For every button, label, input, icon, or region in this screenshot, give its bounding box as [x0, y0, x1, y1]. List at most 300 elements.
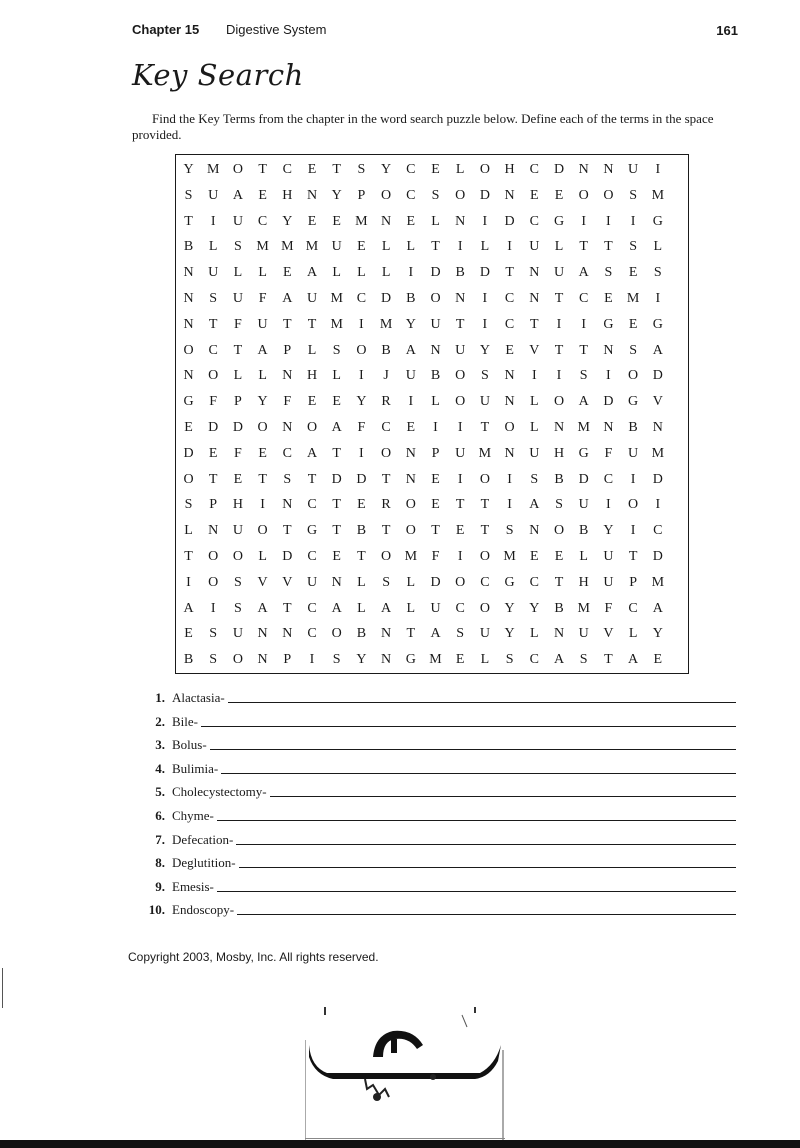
puzzle-letter: S	[209, 291, 218, 306]
definition-answer-line[interactable]	[270, 796, 736, 797]
puzzle-letter: N	[603, 342, 614, 358]
puzzle-letter: P	[233, 394, 242, 410]
puzzle-letter: U	[455, 342, 466, 358]
copyright-notice: Copyright 2003, Mosby, Inc. All rights reserved.	[128, 950, 379, 964]
puzzle-letter: T	[480, 497, 490, 513]
puzzle-letter: N	[183, 291, 194, 306]
puzzle-letter: M	[577, 420, 590, 435]
puzzle-letter: I	[457, 420, 463, 435]
puzzle-letter: B	[628, 420, 638, 435]
puzzle-letter: S	[505, 523, 514, 539]
puzzle-letter: T	[283, 316, 292, 332]
puzzle-letter: L	[406, 574, 416, 590]
puzzle-letter: O	[381, 187, 392, 203]
definition-answer-line[interactable]	[221, 773, 736, 774]
puzzle-letter: P	[431, 445, 440, 461]
puzzle-letter: N	[504, 368, 515, 384]
puzzle-letter: T	[307, 316, 317, 332]
puzzle-letter: N	[331, 574, 342, 590]
puzzle-letter: L	[480, 239, 490, 255]
puzzle-letter: L	[554, 239, 564, 255]
puzzle-letter: C	[455, 600, 465, 616]
puzzle-letter: S	[456, 626, 465, 642]
puzzle-row	[176, 183, 688, 209]
puzzle-letter: I	[186, 574, 191, 590]
puzzle-letter: N	[257, 626, 268, 642]
puzzle-letter: O	[455, 368, 466, 384]
puzzle-letter: Y	[405, 316, 416, 332]
puzzle-letter: V	[603, 626, 614, 642]
puzzle-letter: F	[604, 445, 613, 461]
puzzle-letter: L	[381, 239, 391, 255]
puzzle-letter: I	[655, 497, 661, 513]
puzzle-letter: N	[282, 497, 293, 513]
scan-artifact-graphic	[305, 1005, 505, 1148]
puzzle-letter: S	[233, 239, 242, 255]
puzzle-letter: N	[381, 652, 392, 668]
puzzle-letter: M	[330, 316, 343, 332]
puzzle-letter: J	[383, 368, 389, 384]
term-row	[140, 848, 736, 871]
scan-bottom-edge	[0, 1140, 800, 1148]
puzzle-letter: I	[433, 420, 438, 435]
puzzle-letter: C	[307, 497, 317, 513]
puzzle-letter: N	[553, 420, 565, 435]
definition-answer-line[interactable]	[217, 820, 736, 821]
puzzle-letter: L	[307, 342, 317, 358]
puzzle-letter: D	[479, 265, 490, 281]
puzzle-letter: M	[626, 291, 640, 306]
puzzle-letter: E	[184, 626, 193, 642]
puzzle-letter: G	[183, 394, 194, 410]
puzzle-letter: L	[258, 368, 267, 384]
puzzle-letter: F	[283, 394, 292, 410]
term-label: Chyme-	[172, 808, 214, 823]
puzzle-letter: F	[604, 600, 613, 616]
puzzle-letter: I	[556, 368, 562, 384]
puzzle-letter: G	[603, 316, 614, 332]
puzzle-letter: B	[579, 523, 589, 539]
puzzle-letter: N	[257, 652, 268, 668]
puzzle-letter: N	[504, 394, 515, 410]
puzzle-letter: L	[233, 265, 243, 281]
puzzle-letter: L	[480, 652, 490, 668]
puzzle-letter: C	[282, 162, 292, 177]
puzzle-letter: D	[479, 187, 490, 203]
puzzle-letter: B	[356, 626, 367, 642]
term-label: Cholecystectomy-	[172, 784, 267, 800]
puzzle-letter: C	[504, 316, 515, 332]
puzzle-letter: O	[208, 574, 219, 590]
puzzle-letter: T	[332, 523, 341, 539]
puzzle-letter: O	[430, 291, 441, 306]
puzzle-letter: I	[606, 497, 611, 513]
puzzle-letter: M	[651, 574, 665, 590]
term-row	[140, 754, 736, 777]
puzzle-letter: F	[233, 316, 242, 332]
puzzle-letter: N	[405, 471, 416, 487]
puzzle-letter: V	[257, 574, 268, 590]
puzzle-letter: E	[332, 549, 341, 564]
puzzle-letter: E	[455, 652, 465, 668]
puzzle-letter: L	[258, 265, 267, 281]
puzzle-letter: Y	[381, 162, 392, 177]
puzzle-letter: B	[183, 239, 194, 255]
puzzle-letter: S	[629, 342, 637, 358]
puzzle-letter: B	[406, 291, 416, 306]
puzzle-letter: S	[579, 368, 588, 384]
puzzle-letter: E	[307, 162, 317, 177]
puzzle-letter: O	[479, 162, 490, 177]
puzzle-letter: S	[233, 600, 242, 616]
puzzle-letter: L	[406, 239, 416, 255]
puzzle-letter: S	[530, 471, 539, 487]
puzzle-letter: M	[206, 162, 220, 177]
puzzle-letter: M	[355, 213, 368, 229]
puzzle-letter: U	[430, 316, 441, 332]
puzzle-letter: N	[183, 265, 194, 281]
puzzle-letter: T	[554, 342, 564, 358]
puzzle-letter: N	[282, 626, 293, 642]
puzzle-letter: M	[256, 239, 269, 255]
puzzle-letter: V	[652, 394, 663, 410]
puzzle-letter: O	[479, 600, 490, 616]
puzzle-letter: G	[405, 652, 416, 668]
puzzle-letter: E	[307, 213, 317, 229]
puzzle-row	[176, 544, 688, 570]
puzzle-letter: I	[581, 213, 587, 229]
puzzle-letter: O	[628, 497, 639, 513]
puzzle-row	[176, 363, 688, 389]
definition-answer-line[interactable]	[239, 867, 736, 868]
puzzle-row	[176, 467, 688, 493]
puzzle-letter: A	[331, 600, 342, 616]
definition-answer-line[interactable]	[201, 726, 736, 727]
puzzle-letter: N	[603, 420, 614, 435]
puzzle-letter: O	[455, 394, 466, 410]
puzzle-letter: T	[455, 497, 465, 513]
puzzle-letter: N	[529, 523, 540, 539]
puzzle-letter: I	[556, 316, 562, 332]
puzzle-letter: O	[232, 549, 243, 564]
puzzle-letter: M	[503, 549, 516, 564]
puzzle-letter: H	[553, 445, 565, 461]
puzzle-letter: U	[257, 316, 268, 332]
puzzle-letter: S	[629, 239, 637, 255]
term-label: Emesis-	[172, 878, 214, 894]
puzzle-letter: O	[208, 368, 219, 384]
puzzle-letter: T	[184, 549, 193, 564]
puzzle-letter: S	[209, 652, 218, 668]
puzzle-letter: N	[652, 420, 663, 435]
puzzle-letter: D	[331, 471, 342, 487]
puzzle-letter: T	[505, 265, 514, 281]
puzzle-letter: B	[430, 368, 441, 384]
puzzle-letter: O	[628, 368, 639, 384]
instructions: Find the Key Terms from the chapter in the word search puzzle below. Define each of the terms in the space provided.	[132, 111, 714, 142]
puzzle-letter: L	[233, 368, 243, 384]
puzzle-letter: T	[431, 523, 440, 539]
term-number: 8.	[155, 855, 165, 871]
puzzle-letter: Y	[183, 162, 194, 177]
puzzle-letter: D	[603, 394, 614, 410]
puzzle-letter: A	[381, 600, 392, 616]
puzzle-letter: U	[628, 162, 639, 177]
puzzle-letter: F	[431, 549, 440, 564]
puzzle-letter: D	[430, 265, 441, 281]
puzzle-letter: N	[183, 368, 194, 384]
puzzle-letter: C	[529, 213, 539, 229]
puzzle-letter: M	[651, 187, 665, 203]
puzzle-letter: O	[455, 187, 466, 203]
puzzle-letter: T	[332, 162, 341, 177]
puzzle-letter: A	[257, 342, 268, 358]
puzzle-letter: I	[630, 523, 636, 539]
puzzle-letter: Y	[356, 394, 367, 410]
puzzle-letter: U	[479, 394, 490, 410]
puzzle-letter: T	[530, 316, 539, 332]
puzzle-letter: C	[381, 420, 391, 435]
puzzle-letter: S	[332, 342, 341, 358]
puzzle-letter: T	[579, 239, 588, 255]
puzzle-letter: N	[603, 162, 614, 177]
puzzle-letter: L	[406, 600, 416, 616]
puzzle-letter: O	[183, 471, 194, 487]
puzzle-letter: C	[529, 652, 539, 668]
puzzle-row	[176, 518, 688, 544]
puzzle-letter: Y	[652, 626, 663, 642]
term-number: 3.	[155, 737, 165, 753]
puzzle-letter: T	[480, 420, 490, 435]
puzzle-letter: B	[554, 471, 564, 487]
puzzle-letter: C	[653, 523, 663, 539]
puzzle-letter: T	[554, 574, 564, 590]
puzzle-letter: O	[232, 162, 243, 177]
puzzle-letter: U	[529, 445, 540, 461]
puzzle-letter: N	[381, 213, 392, 229]
puzzle-letter: C	[504, 291, 515, 306]
puzzle-row	[176, 260, 688, 286]
puzzle-letter: N	[430, 342, 441, 358]
puzzle-letter: M	[379, 316, 393, 332]
puzzle-letter: U	[232, 213, 243, 229]
puzzle-letter: V	[529, 342, 540, 358]
puzzle-letter: T	[208, 316, 218, 332]
edge-mark	[2, 968, 3, 1008]
puzzle-letter: U	[628, 445, 639, 461]
puzzle-letter: T	[283, 600, 292, 616]
term-row	[140, 683, 736, 706]
puzzle-letter: O	[455, 574, 466, 590]
term-label: Defecation-	[172, 831, 234, 847]
puzzle-letter: H	[282, 187, 293, 203]
puzzle-letter: L	[184, 523, 193, 539]
puzzle-letter: D	[652, 368, 663, 384]
puzzle-letter: S	[604, 265, 613, 281]
puzzle-letter: I	[482, 213, 488, 229]
puzzle-letter: Y	[331, 187, 342, 203]
puzzle-letter: E	[184, 420, 193, 435]
puzzle-letter: I	[655, 162, 661, 177]
puzzle-letter: N	[405, 445, 416, 461]
puzzle-letter: U	[578, 626, 589, 642]
puzzle-letter: U	[208, 265, 219, 281]
chapter-label: Chapter 15	[132, 22, 200, 37]
puzzle-letter: N	[553, 626, 565, 642]
puzzle-letter: F	[209, 394, 218, 410]
puzzle-letter: P	[357, 187, 366, 203]
puzzle-letter: U	[232, 626, 243, 642]
puzzle-letter: O	[405, 497, 416, 513]
puzzle-letter: I	[210, 213, 216, 229]
puzzle-letter: T	[554, 291, 564, 306]
puzzle-letter: S	[233, 574, 242, 590]
puzzle-letter: T	[258, 471, 267, 487]
puzzle-letter: T	[332, 497, 341, 513]
puzzle-letter: L	[628, 626, 638, 642]
puzzle-letter: U	[529, 239, 540, 255]
puzzle-letter: E	[530, 549, 539, 564]
definition-answer-line[interactable]	[228, 702, 736, 703]
puzzle-letter: E	[554, 549, 564, 564]
puzzle-letter: L	[208, 239, 218, 255]
puzzle-letter: U	[331, 239, 342, 255]
puzzle-letter: Y	[529, 600, 540, 616]
puzzle-letter: D	[553, 162, 565, 177]
puzzle-letter: I	[359, 445, 364, 461]
puzzle-letter: T	[381, 523, 391, 539]
puzzle-letter: L	[653, 239, 663, 255]
puzzle-letter: I	[581, 316, 587, 332]
puzzle-letter: O	[232, 652, 243, 668]
puzzle-letter: D	[652, 549, 663, 564]
puzzle-letter: I	[507, 471, 512, 487]
section-title: Key Search	[132, 58, 304, 92]
puzzle-letter: A	[578, 265, 589, 281]
puzzle-letter: E	[455, 523, 465, 539]
puzzle-letter: H	[306, 368, 318, 384]
puzzle-letter: A	[183, 600, 194, 616]
puzzle-letter: S	[431, 187, 440, 203]
puzzle-letter: O	[331, 626, 342, 642]
puzzle-letter: U	[578, 497, 589, 513]
puzzle-letter: O	[553, 394, 565, 410]
puzzle-row	[176, 338, 688, 364]
puzzle-letter: I	[606, 368, 611, 384]
puzzle-letter: U	[553, 265, 565, 281]
puzzle-letter: H	[232, 497, 243, 513]
puzzle-letter: O	[479, 471, 490, 487]
definition-answer-line[interactable]	[236, 844, 736, 845]
puzzle-letter: T	[233, 342, 243, 358]
puzzle-letter: M	[305, 239, 319, 255]
puzzle-letter: A	[553, 652, 565, 668]
puzzle-row	[176, 647, 688, 673]
puzzle-letter: A	[306, 265, 318, 281]
term-number: 5.	[155, 784, 165, 800]
puzzle-letter: P	[283, 342, 292, 358]
puzzle-letter: O	[504, 420, 515, 435]
puzzle-letter: I	[507, 239, 512, 255]
puzzle-letter: Y	[504, 626, 515, 642]
puzzle-letter: Y	[356, 652, 367, 668]
puzzle-letter: Y	[504, 600, 515, 616]
puzzle-letter: U	[306, 574, 318, 590]
puzzle-letter: C	[579, 291, 589, 306]
puzzle-letter: P	[283, 652, 292, 668]
puzzle-letter: L	[357, 574, 366, 590]
puzzle-letter: O	[183, 342, 194, 358]
puzzle-row	[176, 415, 688, 441]
term-label: Bile-	[172, 713, 198, 729]
puzzle-letter: P	[209, 497, 218, 513]
puzzle-letter: I	[359, 368, 364, 384]
term-row	[140, 872, 736, 895]
puzzle-letter: T	[406, 626, 416, 642]
puzzle-letter: S	[480, 368, 489, 384]
puzzle-letter: A	[578, 394, 589, 410]
puzzle-letter: E	[332, 213, 341, 229]
puzzle-letter: M	[330, 291, 343, 306]
puzzle-letter: T	[258, 162, 267, 177]
puzzle-letter: T	[604, 652, 613, 668]
puzzle-letter: S	[357, 162, 366, 177]
puzzle-letter: T	[184, 213, 193, 229]
puzzle-letter: A	[331, 420, 342, 435]
puzzle-letter: E	[307, 394, 317, 410]
puzzle-letter: E	[258, 445, 267, 461]
puzzle-letter: D	[232, 420, 243, 435]
definition-answer-line[interactable]	[237, 914, 736, 915]
puzzle-letter: D	[282, 549, 293, 564]
puzzle-letter: N	[529, 291, 540, 306]
puzzle-letter: E	[628, 265, 638, 281]
puzzle-letter: S	[382, 574, 390, 590]
puzzle-letter: U	[405, 368, 416, 384]
puzzle-row	[176, 286, 688, 312]
puzzle-letter: U	[208, 187, 219, 203]
term-row	[140, 825, 736, 848]
definition-answer-line[interactable]	[210, 749, 736, 750]
puzzle-row	[176, 209, 688, 235]
puzzle-letter: S	[579, 652, 588, 668]
puzzle-letter: A	[282, 291, 293, 306]
puzzle-letter: A	[232, 187, 243, 203]
puzzle-letter: T	[208, 471, 218, 487]
puzzle-letter: E	[628, 316, 638, 332]
puzzle-letter: I	[457, 471, 463, 487]
puzzle-letter: T	[455, 316, 465, 332]
term-label: Bolus-	[172, 737, 207, 753]
puzzle-letter: S	[629, 187, 637, 203]
puzzle-letter: D	[652, 471, 663, 487]
puzzle-letter: T	[357, 549, 366, 564]
puzzle-letter: O	[257, 523, 268, 539]
term-number: 4.	[155, 760, 165, 776]
puzzle-letter: O	[479, 549, 490, 564]
puzzle-letter: C	[307, 549, 317, 564]
puzzle-letter: I	[630, 213, 636, 229]
puzzle-letter: N	[381, 626, 392, 642]
definition-answer-line[interactable]	[217, 891, 736, 892]
puzzle-letter: E	[258, 187, 267, 203]
puzzle-letter: T	[307, 471, 317, 487]
puzzle-letter: F	[233, 445, 242, 461]
puzzle-letter: E	[554, 187, 564, 203]
puzzle-letter: L	[530, 420, 539, 435]
puzzle-letter: E	[406, 213, 416, 229]
puzzle-letter: E	[406, 420, 416, 435]
